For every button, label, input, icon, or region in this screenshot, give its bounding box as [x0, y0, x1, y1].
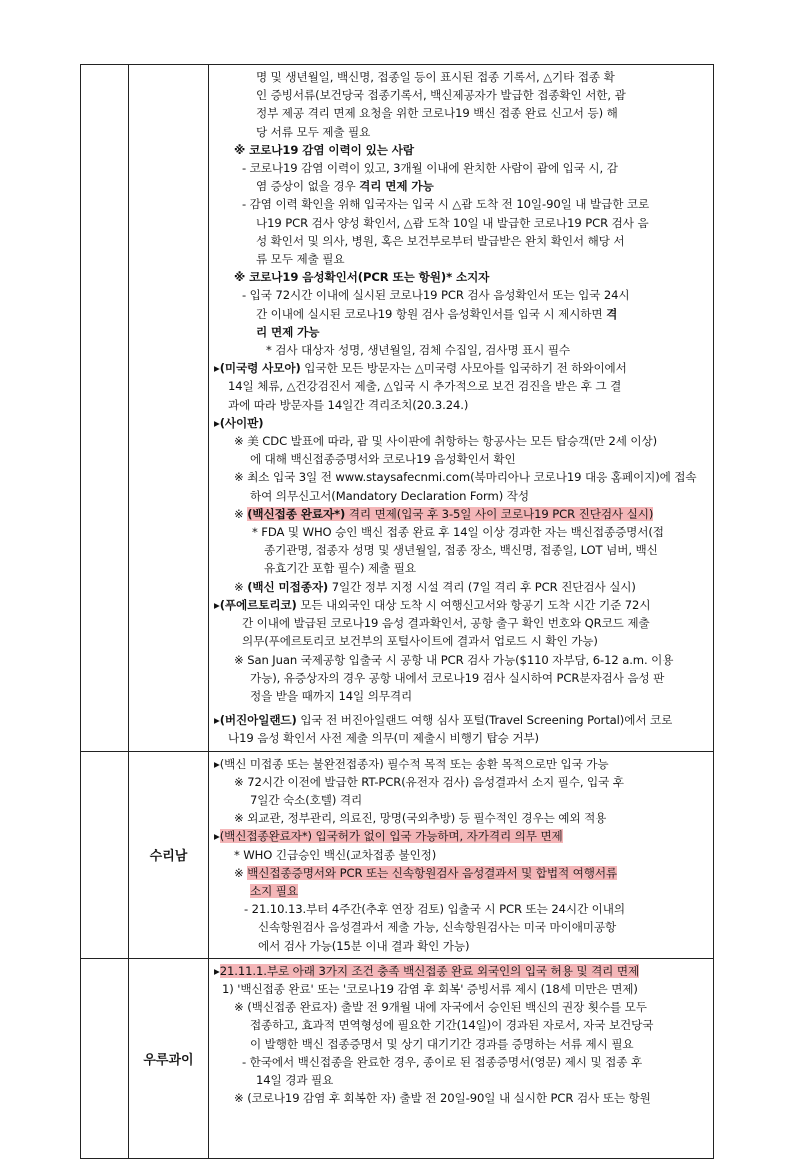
entry-rules-table	[80, 64, 714, 1159]
rule-line	[214, 773, 708, 791]
rule-line	[214, 1035, 708, 1053]
rule-line	[214, 1089, 708, 1107]
rule-text: ▸	[214, 415, 220, 430]
rule-line	[214, 687, 708, 705]
rule-text: 접종하고, 효과적 면역형성에 필요한 기간(14일)이 경과된 자로서, 자국 보건당국	[250, 1018, 654, 1033]
rule-text: 당 서류 모두 제출 필요	[256, 124, 371, 139]
rule-line	[214, 250, 708, 268]
rules-cell	[209, 65, 714, 752]
rule-line	[214, 711, 708, 729]
rule-line	[214, 669, 708, 687]
rule-line	[214, 596, 708, 614]
rule-line	[214, 614, 708, 632]
rule-line	[214, 123, 708, 141]
rule-line	[214, 359, 708, 377]
rule-text: 14일 경과 필요	[256, 1072, 334, 1087]
table-row	[81, 958, 714, 1158]
country-cell: 수리남	[129, 751, 209, 958]
rule-line	[214, 68, 708, 86]
rule-text: 격리 면제(입국 후 3-5일 사이 코로나19 PCR 진단검사 실시)	[345, 506, 654, 521]
rule-line	[214, 414, 708, 432]
rule-line	[214, 578, 708, 596]
rule-text: - 입국 72시간 이내에 실시된 코로나19 PCR 검사 음성확인서 또는 입국 24시	[242, 288, 630, 303]
rules-cell	[209, 958, 714, 1158]
rule-text: (백신접종완료자*) 입국허가 없이 입국 가능하며, 자가격리 의무 면제	[219, 829, 563, 844]
rules-cell	[209, 751, 714, 958]
rule-text: 14일 체류, △건강검진서 제출, △입국 시 추가적으로 보건 검진을 받은 후 그 결	[228, 379, 622, 394]
rule-line	[214, 450, 708, 468]
rule-text: ※ (코로나19 감염 후 회복한 자) 출발 전 20일-90일 내 실시한 PCR 검사 또는 항원	[234, 1091, 651, 1106]
rule-line	[214, 900, 708, 918]
rule-line	[214, 827, 708, 845]
rule-line	[214, 651, 708, 669]
rule-line	[214, 141, 708, 159]
rule-text: 모든 내외국인 대상 도착 시 여행신고서와 항공기 도착 시간 기준 72시	[296, 597, 651, 612]
rule-line	[214, 809, 708, 827]
rule-text: 정을 받을 때까지 14일 의무격리	[250, 688, 413, 703]
rule-text: (백신접종 완료자*)	[247, 506, 346, 521]
rule-text: 입국한 모든 방문자는 △미국령 사모아를 입국하기 전 하와이에서	[300, 361, 627, 376]
rule-line	[214, 791, 708, 809]
rule-line	[214, 523, 708, 541]
rule-line	[214, 632, 708, 650]
region-cell	[81, 751, 129, 958]
rule-text: ※ 최소 입국 3일 전 www.staysafecnmi.com(북마리아나 코로나19 대응 홈페이지)에 접속	[234, 470, 697, 485]
table-row	[81, 65, 714, 752]
rule-text: 리 면제 가능	[256, 324, 320, 339]
rule-text: 에서 검사 가능(15분 이내 결과 확인 가능)	[258, 938, 470, 953]
rule-line	[214, 377, 708, 395]
rule-line	[214, 177, 708, 195]
rule-text: - 감염 이력 확인을 위해 입국자는 입국 시 △괌 도착 전 10일-90일 내 발급한 코로	[242, 197, 650, 212]
rule-line	[214, 505, 708, 523]
rule-text: ▸	[214, 713, 220, 728]
rule-text: 입국 전 버진아일랜드 여행 심사 포털(Travel Screening Portal)에서 코로	[296, 713, 673, 728]
rule-text: 이 발행한 백신 접종증명서 및 상기 대기기간 경과를 증명하는 서류 제시 필요	[250, 1036, 634, 1051]
rule-line	[214, 232, 708, 250]
rule-text: ※ 코로나19 음성확인서(PCR 또는 항원)* 소지자	[234, 270, 490, 285]
rule-line	[214, 286, 708, 304]
rule-text: 종기관명, 접종자 성명 및 생년월일, 접종 장소, 백신명, 접종일, LOT 넘버, 백신	[264, 543, 658, 558]
region-cell	[81, 65, 129, 752]
rule-line	[214, 980, 708, 998]
rule-text: ※	[234, 579, 248, 594]
rule-text: 에 대해 백신접종증명서와 코로나19 음성확인서 확인	[250, 452, 516, 467]
country-cell	[129, 65, 209, 752]
rule-line	[214, 214, 708, 232]
rule-text: 1) '백신접종 완료' 또는 '코로나19 감염 후 회복' 증빙서류 제시 (18세 미만은 면제)	[222, 981, 638, 996]
region-cell	[81, 958, 129, 1158]
rule-text: * WHO 긴급승인 백신(교차접종 불인정)	[234, 847, 437, 862]
rule-line	[214, 396, 708, 414]
rule-line	[214, 864, 708, 882]
rule-text: 소지 필요	[250, 883, 298, 898]
rule-text: 의무(푸에르토리코 보건부의 포털사이트에 결과서 업로드 시 확인 가능)	[242, 634, 598, 649]
rule-line	[214, 755, 708, 773]
rule-line	[214, 998, 708, 1016]
rule-text: ▸	[214, 361, 220, 376]
rule-text: (사이판)	[219, 415, 264, 430]
rule-line	[214, 559, 708, 577]
rule-line	[214, 468, 708, 486]
rule-text: * FDA 및 WHO 승인 백신 접종 완료 후 14일 이상 경과한 자는 백신접종증명서(접	[252, 525, 664, 540]
rule-text: 21.11.1.부로 아래 3가지 조건 충족 백신접종 완료 외국인의 입국 허용 및 격리 면제	[219, 963, 640, 978]
rule-line	[214, 1016, 708, 1034]
rule-text: 가능), 유증상자의 경우 공항 내에서 코로나19 검사 실시하여 PCR분자검사 음성 판	[250, 670, 665, 685]
rule-line	[214, 86, 708, 104]
rule-text: 염 증상이 없을 경우	[256, 179, 360, 194]
rule-line	[214, 104, 708, 122]
rule-line	[214, 268, 708, 286]
rule-text: 7일간 숙소(호텔) 격리	[250, 792, 363, 807]
rule-line	[214, 846, 708, 864]
rule-line	[214, 487, 708, 505]
rule-line	[214, 159, 708, 177]
rule-text: ※ San Juan 국제공항 입출국 시 공항 내 PCR 검사 가능($110 자부담, 6-12 a.m. 이용	[234, 652, 674, 667]
rule-text: 간 이내에 발급된 코로나19 음성 결과확인서, 공항 출구 확인 번호와 QR코드 제출	[242, 616, 650, 631]
rule-text: 7일간 정부 지정 시설 격리 (7일 격리 후 PCR 진단검사 실시)	[328, 579, 636, 594]
rule-text: 유효기간 포함 필수) 제출 필요	[264, 561, 416, 576]
rule-text: 류 모두 제출 필요	[256, 252, 345, 267]
table-row	[81, 751, 714, 958]
rule-line	[214, 341, 708, 359]
country-cell: 우루과이	[129, 958, 209, 1158]
rule-line	[214, 918, 708, 936]
rule-line	[214, 541, 708, 559]
rule-text: ※	[234, 865, 248, 880]
rule-text: 인 증빙서류(보건당국 접종기록서, 백신제공자가 발급한 접종확인 서한, 괌	[256, 88, 626, 103]
rule-text: 신속항원검사 음성결과서 제출 가능, 신속항원검사는 미국 마이애미공항	[258, 920, 617, 935]
rule-line	[214, 937, 708, 955]
rule-text: 과에 따라 방문자를 14일간 격리조치(20.3.24.)	[228, 397, 469, 412]
rule-text: (백신 미접종자)	[247, 579, 329, 594]
rule-text: 정부 제공 격리 면제 요청을 위한 코로나19 백신 접종 완료 신고서 등) 해	[256, 106, 618, 121]
rule-text: 격리 면제 가능	[359, 179, 434, 194]
rule-text: ▸(백신 미접종 또는 불완전접종자) 필수적 목적 또는 송환 목적으로만 입국 가능	[214, 756, 609, 771]
rule-line	[214, 195, 708, 213]
rule-text: ▸	[214, 963, 220, 978]
rule-text: (미국령 사모아)	[219, 361, 301, 376]
rule-line	[214, 1071, 708, 1089]
rule-text: 성 확인서 및 의사, 병원, 혹은 보건부로부터 발급받은 완치 확인서 해당 서	[256, 233, 625, 248]
rule-text: 격	[606, 306, 618, 321]
rule-line	[214, 323, 708, 341]
rule-text: 나19 PCR 검사 양성 확인서, △괌 도착 10일 내 발급한 코로나19 PCR 검사 음	[256, 215, 649, 230]
rule-text: ※	[234, 506, 248, 521]
rule-text: 명 및 생년월일, 백신명, 접종일 등이 표시된 접종 기록서, △기타 접종 확	[256, 70, 615, 84]
rule-text: - 21.10.13.부터 4주간(추후 연장 검토) 입출국 시 PCR 또는 24시간 이내의	[244, 902, 625, 917]
rule-text: ▸	[214, 829, 220, 844]
rule-text: ※ 72시간 이전에 발급한 RT-PCR(유전자 검사) 음성결과서 소지 필수, 입국 후	[234, 774, 624, 789]
rule-text: ※ 美 CDC 발표에 따라, 괌 및 사이판에 취항하는 항공사는 모든 탑승객(만 2세 이상)	[234, 434, 658, 449]
rule-line	[214, 882, 708, 900]
rule-text: 나19 음성 확인서 사전 제출 의무(미 제출시 비행기 탑승 거부)	[228, 731, 539, 746]
rule-text: 하여 의무신고서(Mandatory Declaration Form) 작성	[250, 488, 529, 503]
rule-text: 간 이내에 실시된 코로나19 항원 검사 음성확인서를 입국 시 제시하면	[256, 306, 607, 321]
rule-text: - 한국에서 백신접종을 완료한 경우, 종이로 된 접종증명서(영문) 제시 및 접종 후	[242, 1054, 643, 1069]
rule-line	[214, 962, 708, 980]
rule-line	[214, 432, 708, 450]
rule-text: (버진아일랜드)	[219, 713, 297, 728]
rule-text: (푸에르토리코)	[219, 597, 297, 612]
rule-text: ▸	[214, 597, 220, 612]
rule-text: ※ 코로나19 감염 이력이 있는 사람	[234, 142, 414, 157]
rule-line	[214, 1053, 708, 1071]
rule-text: ※ 외교관, 정부관리, 의료진, 망명(국외추방) 등 필수적인 경우는 예외 적용	[234, 811, 607, 826]
rule-text: ※ (백신접종 완료자) 출발 전 9개월 내에 자국에서 승인된 백신의 권장 횟수를 모두	[234, 1000, 647, 1015]
rule-text: * 검사 대상자 성명, 생년월일, 검체 수집일, 검사명 표시 필수	[266, 343, 571, 358]
rule-line	[214, 305, 708, 323]
rule-line	[214, 729, 708, 747]
rule-text: 백신접종증명서와 PCR 또는 신속항원검사 음성결과서 및 합법적 여행서류	[247, 865, 618, 880]
rule-text: - 코로나19 감염 이력이 있고, 3개월 이내에 완치한 사람이 괌에 입국 시, 감	[242, 161, 618, 176]
